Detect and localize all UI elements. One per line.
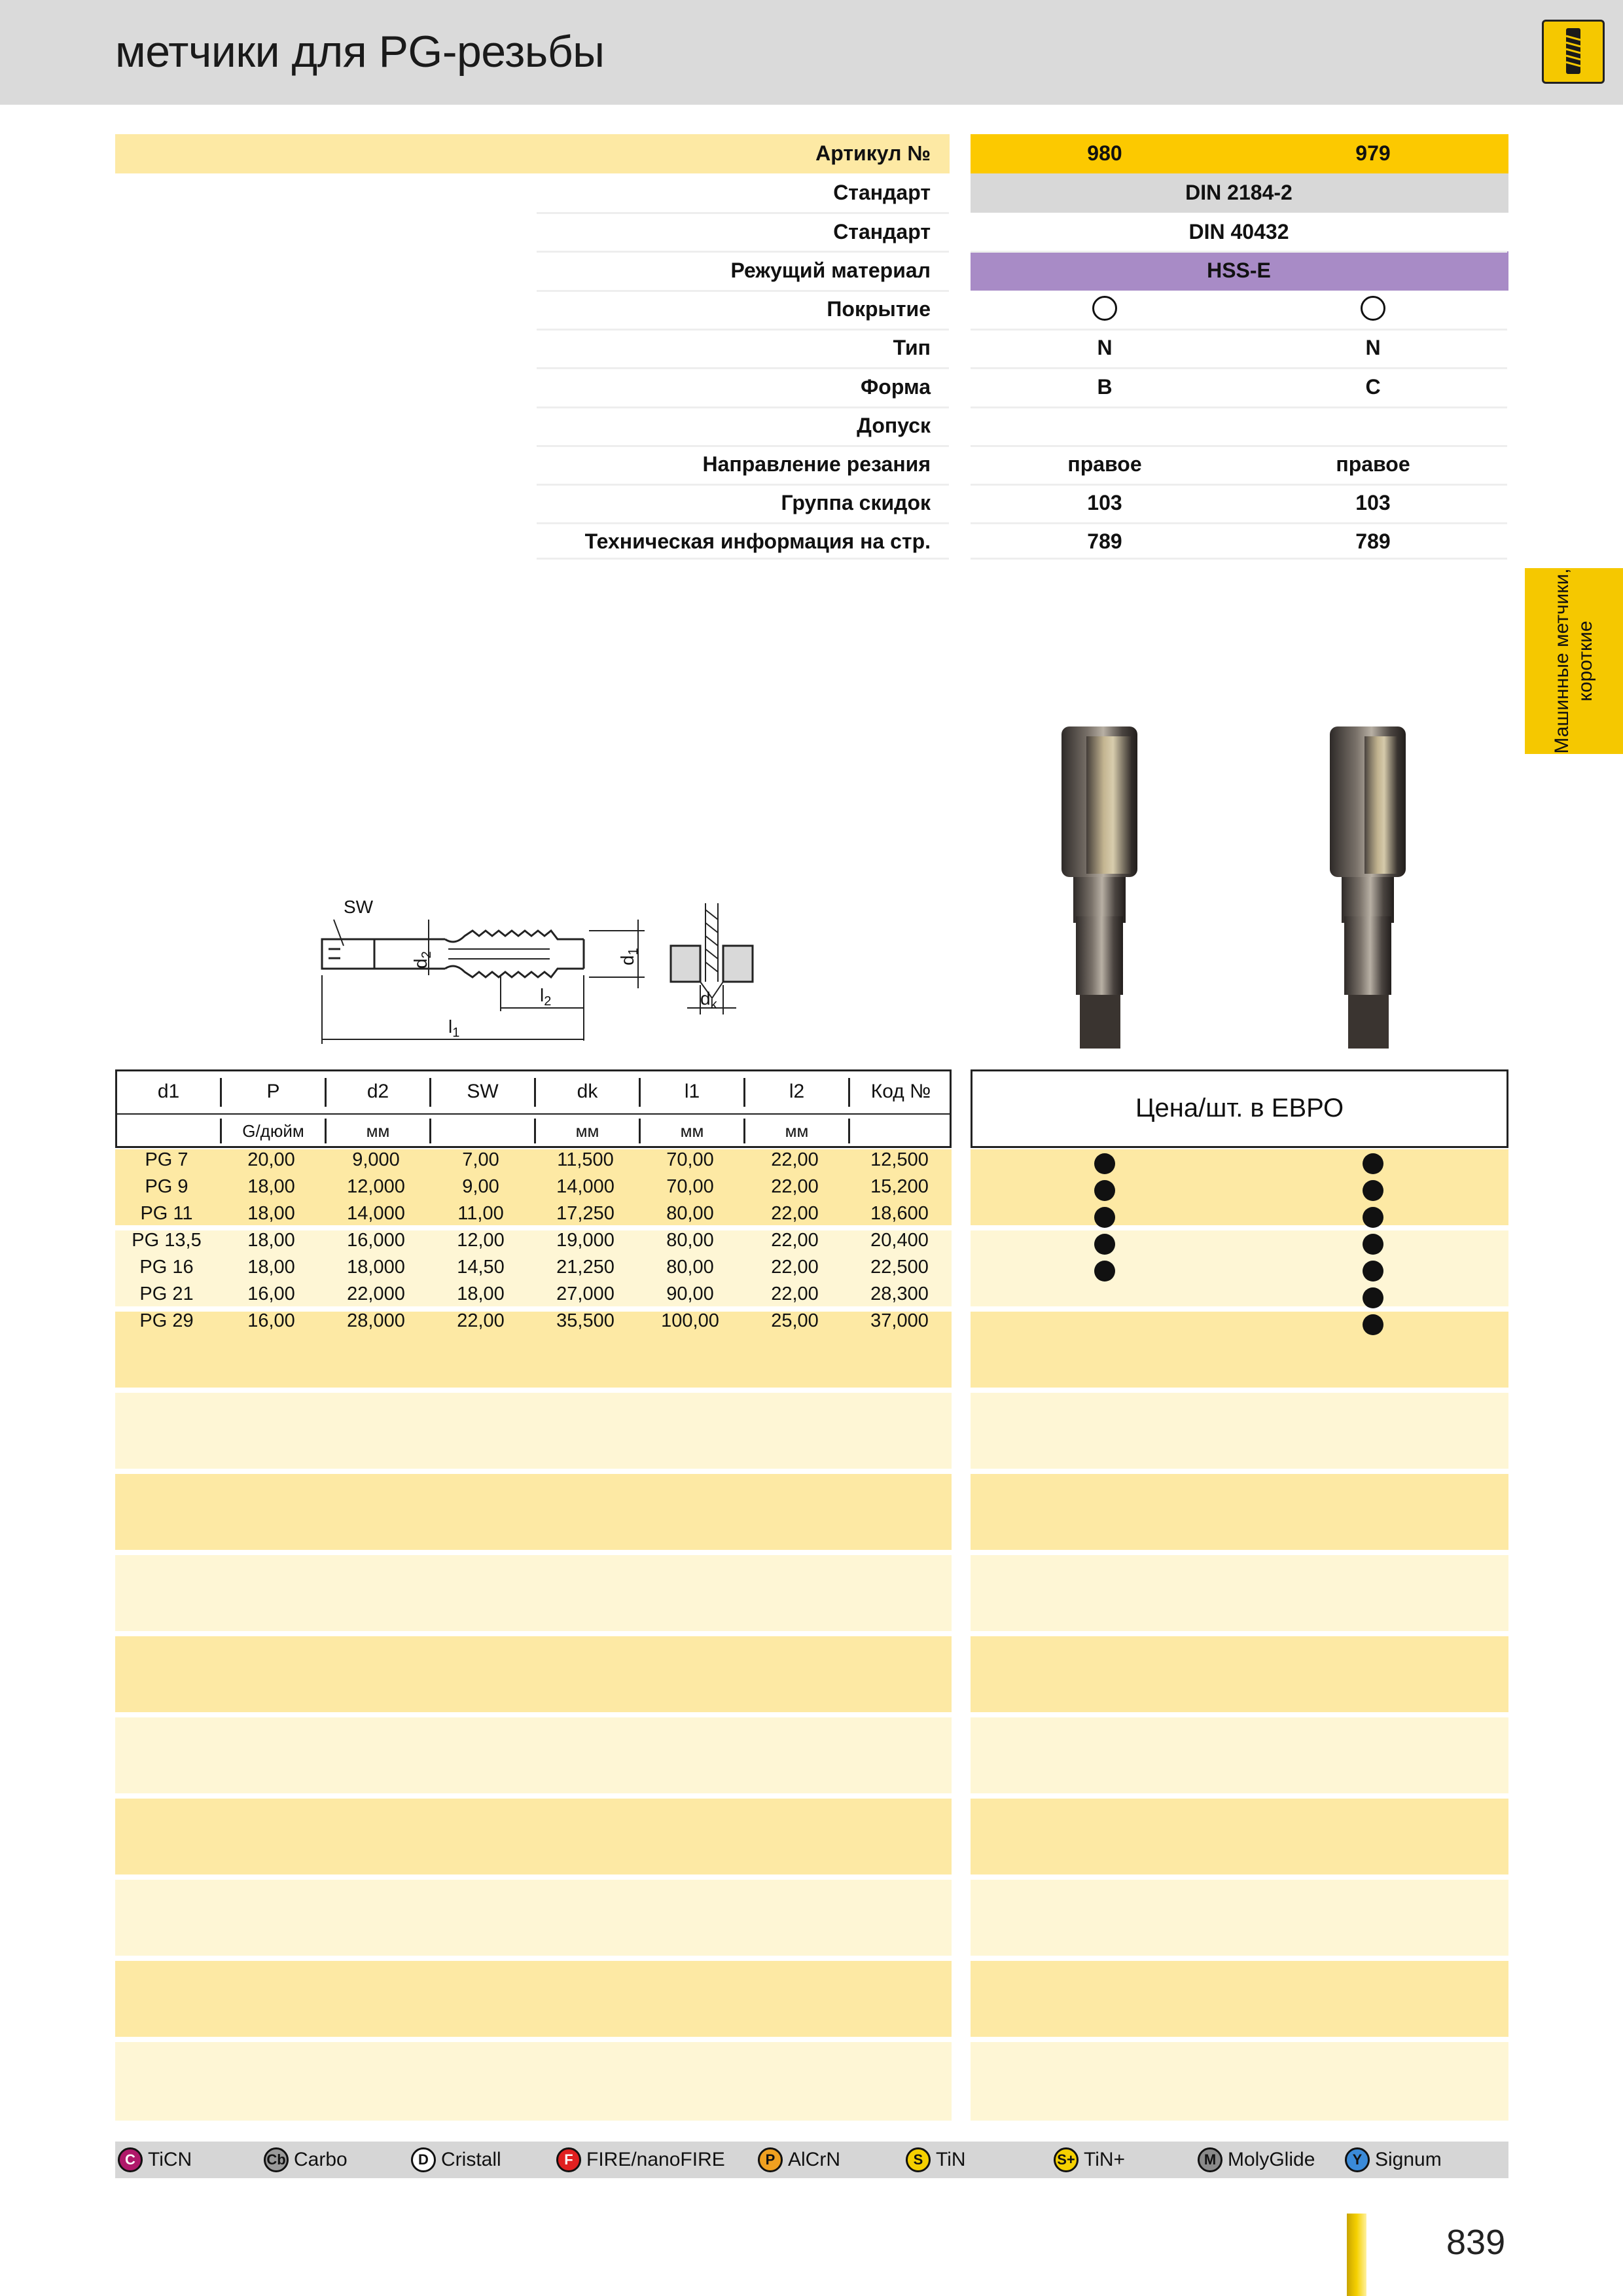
cell-sw: 7,00: [462, 1149, 499, 1170]
uncoated-icon: [1361, 296, 1385, 321]
cell-l1: 90,00: [666, 1283, 714, 1304]
availability-980-icon: [1094, 1261, 1115, 1282]
legend-item: [556, 2147, 725, 2173]
availability-979-icon: [1363, 1314, 1383, 1335]
tap-979-image: [1315, 720, 1420, 1054]
cell-p: 18,00: [247, 1230, 295, 1251]
label-l1: $l_1$: [448, 1016, 460, 1040]
band: [115, 1474, 952, 1550]
separator: [971, 558, 1507, 560]
type-979: N: [1365, 336, 1381, 359]
band: [115, 1636, 952, 1712]
legend-label: TiN: [936, 2149, 966, 2170]
separator: [971, 406, 1507, 408]
cell-dk: 19,000: [556, 1230, 615, 1251]
col-l1: l1: [684, 1081, 700, 1102]
cell-dk: 21,250: [556, 1257, 615, 1278]
cell-l2: 22,00: [771, 1149, 819, 1170]
availability-980-icon: [1094, 1234, 1115, 1255]
page-stripe: [1347, 2214, 1366, 2296]
coating-badge-icon: F: [556, 2147, 581, 2172]
standard-value-1: DIN 2184-2: [1185, 181, 1293, 204]
availability-979-icon: [1363, 1180, 1383, 1201]
availability-979-icon: [1363, 1207, 1383, 1228]
cell-d1: PG 9: [145, 1176, 188, 1197]
band: [971, 1799, 1508, 1874]
cell-l2: 25,00: [771, 1310, 819, 1331]
direction-979: правое: [1336, 452, 1410, 476]
col-dk: dk: [577, 1081, 598, 1102]
side-tab-line-2: короткие: [1575, 620, 1596, 702]
unit-p: G/дюйм: [242, 1121, 304, 1141]
cell-sw: 22,00: [457, 1310, 505, 1331]
availability-979-icon: [1363, 1287, 1383, 1308]
availability-979-icon: [1363, 1234, 1383, 1255]
cell-l1: 80,00: [666, 1230, 714, 1251]
cell-l2: 22,00: [771, 1203, 819, 1224]
legend-label: MolyGlide: [1228, 2149, 1315, 2170]
cell-p: 16,00: [247, 1283, 295, 1304]
band: [971, 1636, 1508, 1712]
separator: [971, 329, 1507, 331]
cell-d1: PG 7: [145, 1149, 188, 1170]
label-d1: $d_1$: [617, 948, 641, 965]
cell-d1: PG 11: [140, 1203, 193, 1224]
coating-badge-icon: S+: [1054, 2147, 1079, 2172]
coating-badge-icon: Cb: [264, 2147, 289, 2172]
cell-code: 18,600: [870, 1203, 929, 1224]
material-label: Режущий материал: [730, 259, 931, 282]
cell-l2: 22,00: [771, 1176, 819, 1197]
legend-label: FIRE/nanoFIRE: [586, 2149, 725, 2170]
band: [115, 1880, 952, 1956]
band: [971, 1230, 1508, 1306]
cell-l2: 22,00: [771, 1283, 819, 1304]
separator: [971, 522, 1507, 524]
cell-d2: 14,000: [347, 1203, 405, 1224]
legend-label: Carbo: [294, 2149, 348, 2170]
separator: [537, 558, 949, 560]
coating-badge-icon: M: [1198, 2147, 1222, 2172]
tap-technical-drawing: [301, 884, 772, 1060]
cell-l1: 70,00: [666, 1149, 714, 1170]
cell-dk: 17,250: [556, 1203, 615, 1224]
techinfo-980: 789: [1087, 529, 1122, 553]
col-d1: d1: [157, 1081, 180, 1102]
form-label: Форма: [860, 375, 931, 399]
availability-979-icon: [1363, 1261, 1383, 1282]
col-p: P: [266, 1081, 280, 1102]
coating-badge-icon: P: [758, 2147, 783, 2172]
col-l2: l2: [789, 1081, 805, 1102]
cell-p: 18,00: [247, 1176, 295, 1197]
label-dk: $d_k$: [700, 988, 717, 1012]
legend-item: [1198, 2147, 1315, 2173]
legend-item: [906, 2147, 966, 2173]
band: [971, 1555, 1508, 1631]
unit-l2: мм: [785, 1121, 809, 1141]
separator: [537, 251, 949, 253]
coating-badge-icon: C: [118, 2147, 143, 2172]
legend-label: AlCrN: [788, 2149, 840, 2170]
coating-badge-icon: D: [411, 2147, 436, 2172]
band: [971, 1717, 1508, 1793]
table-header: [115, 1069, 952, 1148]
price-header: [971, 1069, 1508, 1148]
cell-l2: 22,00: [771, 1257, 819, 1278]
cell-code: 15,200: [870, 1176, 929, 1197]
unit-dk: мм: [575, 1121, 599, 1141]
cell-code: 22,500: [870, 1257, 929, 1278]
cell-l1: 70,00: [666, 1176, 714, 1197]
band: [115, 1555, 952, 1631]
unit-d2: мм: [366, 1121, 390, 1141]
type-label: Тип: [893, 336, 931, 359]
separator: [537, 484, 949, 486]
separator: [971, 445, 1507, 447]
form-979: C: [1365, 375, 1381, 399]
cell-d2: 18,000: [347, 1257, 405, 1278]
separator: [537, 367, 949, 369]
legend-item: [1054, 2147, 1125, 2173]
cell-code: 20,400: [870, 1230, 929, 1251]
discount-label: Группа скидок: [781, 491, 931, 514]
cell-p: 20,00: [247, 1149, 295, 1170]
separator: [537, 445, 949, 447]
cell-d2: 12,000: [347, 1176, 405, 1197]
cell-sw: 12,00: [457, 1230, 505, 1251]
cell-d2: 22,000: [347, 1283, 405, 1304]
material-value: HSS-E: [1207, 259, 1271, 282]
cell-code: 28,300: [870, 1283, 929, 1304]
col-d2: d2: [366, 1081, 389, 1102]
cell-dk: 27,000: [556, 1283, 615, 1304]
coating-label: Покрытие: [827, 297, 931, 321]
coating-badge-icon: S: [906, 2147, 931, 2172]
techinfo-label: Техническая информация на стр.: [584, 529, 931, 553]
legend-item: [118, 2147, 192, 2173]
tolerance-label: Допуск: [857, 414, 931, 437]
cell-sw: 11,00: [457, 1203, 504, 1224]
label-l2: $l_2$: [540, 985, 552, 1009]
band: [115, 1961, 952, 2037]
col-code: Код №: [870, 1081, 931, 1102]
legend-item: [411, 2147, 501, 2173]
cell-l2: 22,00: [771, 1230, 819, 1251]
page-number: 839: [1446, 2223, 1506, 2262]
cell-code: 37,000: [870, 1310, 929, 1331]
article-979: 979: [1355, 141, 1391, 165]
standard-value-2: DIN 40432: [1188, 220, 1289, 243]
cell-dk: 14,000: [556, 1176, 615, 1197]
band: [115, 1393, 952, 1469]
cell-d1: PG 21: [139, 1283, 194, 1304]
legend-label: TiN+: [1084, 2149, 1126, 2170]
separator: [537, 212, 949, 214]
cell-dk: 11,500: [557, 1149, 614, 1170]
form-980: B: [1097, 375, 1113, 399]
cell-d2: 9,000: [352, 1149, 400, 1170]
section-side-tab[interactable]: [1525, 568, 1623, 754]
cell-code: 12,500: [870, 1149, 929, 1170]
cell-d1: PG 13,5: [132, 1230, 202, 1251]
cell-sw: 14,50: [457, 1257, 505, 1278]
thread-tap-icon: [1542, 20, 1605, 84]
cell-l1: 80,00: [666, 1203, 714, 1224]
cell-l1: 80,00: [666, 1257, 714, 1278]
standard-label-2: Стандарт: [833, 220, 931, 243]
legend-label: Cristall: [441, 2149, 501, 2170]
direction-label: Направление резания: [702, 452, 931, 476]
band: [971, 1474, 1508, 1550]
cell-dk: 35,500: [556, 1310, 615, 1331]
cell-d1: PG 16: [139, 1257, 194, 1278]
separator: [971, 484, 1507, 486]
band: [115, 1717, 952, 1793]
standard-label-1: Стандарт: [833, 181, 931, 204]
article-label: Артикул №: [815, 141, 931, 165]
separator: [971, 251, 1507, 253]
band: [971, 1961, 1508, 2037]
band: [971, 1393, 1508, 1469]
legend-label: Signum: [1375, 2149, 1442, 2170]
discount-979: 103: [1355, 491, 1391, 514]
techinfo-979: 789: [1355, 529, 1391, 553]
availability-980-icon: [1094, 1153, 1115, 1174]
separator: [537, 290, 949, 292]
availability-980-icon: [1094, 1207, 1115, 1228]
cell-d2: 28,000: [347, 1310, 405, 1331]
uncoated-icon: [1092, 296, 1117, 321]
price-label: Цена/шт. в ЕВРО: [1135, 1094, 1344, 1122]
separator: [971, 367, 1507, 369]
separator: [537, 522, 949, 524]
article-980: 980: [1087, 141, 1122, 165]
cell-p: 18,00: [247, 1203, 295, 1224]
band: [115, 2042, 952, 2121]
direction-980: правое: [1067, 452, 1142, 476]
legend-item: [264, 2147, 348, 2173]
legend-item: [1345, 2147, 1442, 2173]
legend-label: TiCN: [148, 2149, 192, 2170]
separator: [537, 406, 949, 408]
availability-980-icon: [1094, 1180, 1115, 1201]
label-d2: $d_2$: [410, 951, 434, 969]
coating-badge-icon: Y: [1345, 2147, 1370, 2172]
availability-979-icon: [1363, 1153, 1383, 1174]
separator: [537, 329, 949, 331]
legend-item: [758, 2147, 840, 2173]
cell-sw: 18,00: [457, 1283, 505, 1304]
unit-l1: мм: [680, 1121, 704, 1141]
tap-980-image: [1047, 720, 1152, 1054]
cell-p: 18,00: [247, 1257, 295, 1278]
cell-p: 16,00: [247, 1310, 295, 1331]
page-title: метчики для PG-резьбы: [115, 27, 605, 77]
type-980: N: [1097, 336, 1113, 359]
cell-sw: 9,00: [462, 1176, 499, 1197]
label-sw: SW: [344, 897, 374, 917]
band: [971, 1312, 1508, 1388]
band: [115, 1799, 952, 1874]
discount-980: 103: [1087, 491, 1122, 514]
col-sw: SW: [467, 1081, 499, 1102]
side-tab-line-1: Машинные метчики,: [1551, 568, 1573, 754]
band: [971, 1880, 1508, 1956]
band: [971, 2042, 1508, 2121]
band: [971, 1149, 1508, 1225]
cell-l1: 100,00: [661, 1310, 719, 1331]
cell-d1: PG 29: [139, 1310, 194, 1331]
cell-d2: 16,000: [347, 1230, 405, 1251]
